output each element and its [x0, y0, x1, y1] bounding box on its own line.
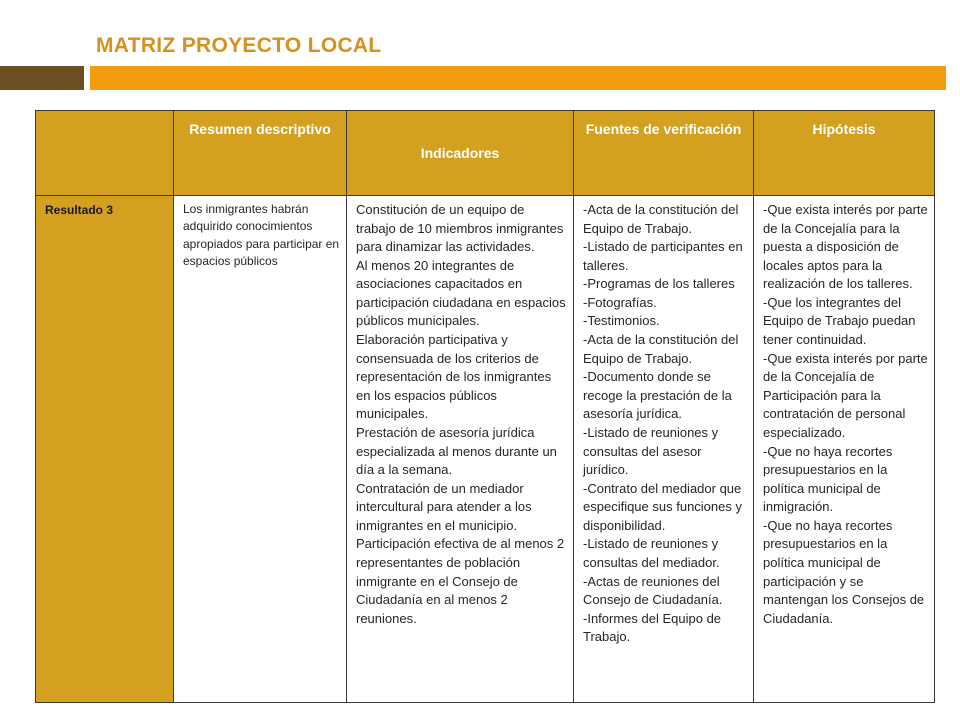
indicador-item: Al menos 20 integrantes de asociaciones capacitados en participación ciudadana en espacios públicos municipales. [356, 257, 566, 329]
page-title: MATRIZ PROYECTO LOCAL [96, 34, 382, 57]
project-matrix-table [35, 110, 935, 703]
header-resumen-descriptivo: Resumen descriptivo [174, 111, 347, 196]
fuente-item: -Listado de participantes en talleres. [583, 239, 743, 273]
hipotesis-item: -Que los integrantes del Equipo de Trabajo puedan tener continuidad. [763, 294, 916, 348]
cell-indicadores [347, 196, 574, 703]
title-accent-bar-dark [0, 66, 84, 90]
indicador-item: Prestación de asesoría jurídica especializada al menos durante un día a la semana. [356, 424, 557, 478]
hipotesis-item: -Que exista interés por parte de la Concejalía para la puesta a disposición de locales aptos para la realización de los talleres. [763, 202, 928, 292]
hipotesis-item: -Que no haya recortes presupuestarios en la política municipal de inmigración. [763, 443, 893, 515]
hipotesis-item: -Que exista interés por parte de la Concejalía de Participación para la contratación de personal especializado. [763, 350, 928, 440]
fuente-item: -Listado de reuniones y consultas del mediador. [583, 536, 720, 570]
indicador-item: Elaboración participativa y consensuada de los criterios de representación de los inmigrantes en los espacios públicos municipales. [356, 332, 552, 422]
fuente-item: -Actas de reuniones del Consejo de Ciudadanía. [583, 573, 723, 608]
row-label-resultado: Resultado 3 [36, 196, 174, 703]
table-row [36, 196, 935, 703]
indicador-item: Contratación de un mediador intercultural para atender a los inmigrantes en el municipio. [356, 480, 532, 533]
fuente-item: -Fotografías. [583, 294, 657, 310]
fuente-item: -Programas de los talleres [583, 276, 735, 292]
fuente-item: -Informes del Equipo de Trabajo. [583, 610, 722, 645]
fuente-item: -Acta de la constitución del Equipo de Trabajo. [583, 332, 739, 366]
cell-resumen: Los inmigrantes habrán adquirido conocimientos apropiados para participar en espacios públicos [174, 196, 347, 703]
hipotesis-item: -Que no haya recortes presupuestarios en la política municipal de participación y se mantengan los Consejos de Ciudadanía. [763, 517, 925, 626]
cell-fuentes [574, 196, 754, 703]
fuente-item: -Documento donde se recoge la prestación de la asesoría jurídica. [583, 369, 732, 422]
header-fuentes-verificacion: Fuentes de verificación [574, 111, 754, 196]
title-accent-bar [90, 66, 946, 90]
header-indicadores: Indicadores [347, 111, 574, 196]
fuente-item: -Listado de reuniones y consultas del asesor jurídico. [583, 424, 719, 478]
table-header-row [36, 111, 935, 196]
indicador-item: Constitución de un equipo de trabajo de 10 miembros inmigrantes para dinamizar las actividades. [356, 202, 564, 255]
indicador-item: Participación efectiva de al menos 2 representantes de población inmigrante en el Consejo de Ciudadanía en al menos 2 reuniones. [356, 536, 565, 626]
cell-hipotesis [754, 196, 935, 703]
header-cell-empty [36, 111, 174, 196]
fuente-item: -Contrato del mediador que especifique sus funciones y disponibilidad. [583, 480, 742, 533]
fuente-item: -Acta de la constitución del Equipo de Trabajo. [583, 202, 739, 236]
fuente-item: -Testimonios. [583, 313, 660, 329]
header-hipotesis: Hipótesis [754, 111, 935, 196]
